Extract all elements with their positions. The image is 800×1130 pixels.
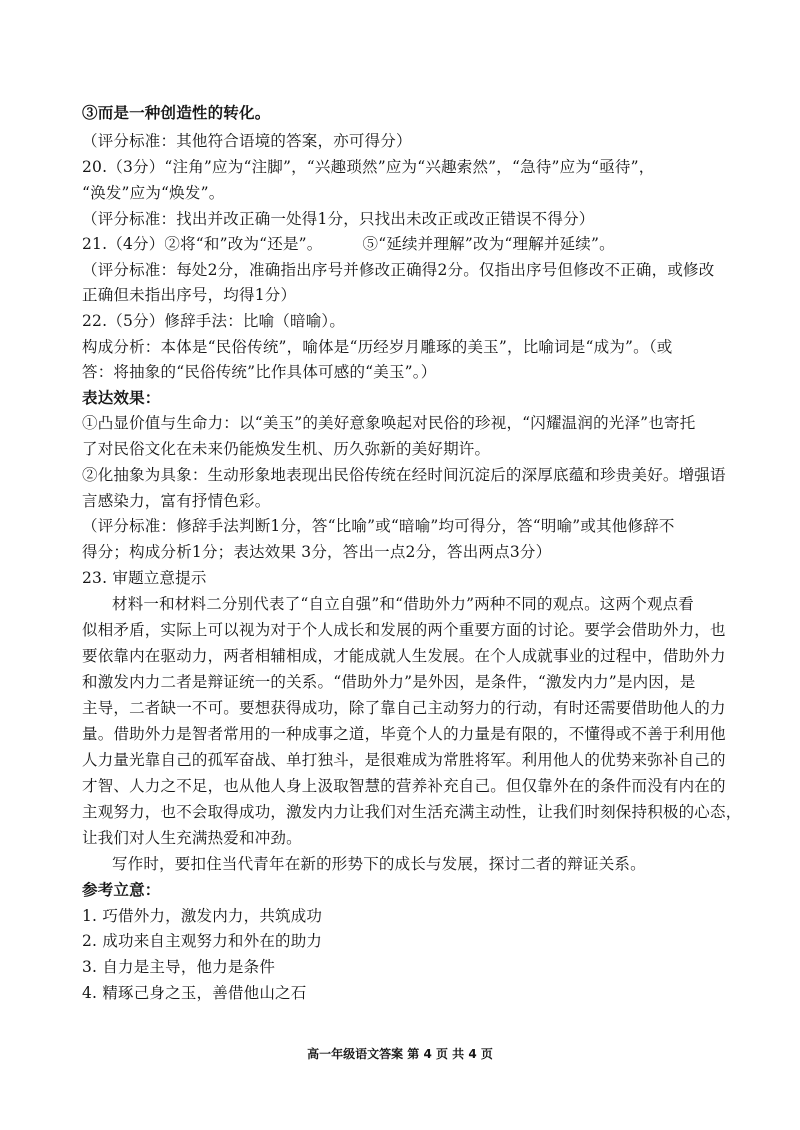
paragraph-line: 似相矛盾，实际上可以视为对于个人成长和发展的两个重要方面的讨论。要学会借助外力，也 [82,621,726,639]
paragraph-line: 材料一和材料二分别代表了“自立自强”和“借助外力”两种不同的观点。这两个观点看 [112,595,694,613]
section-heading: 表达效果： [82,388,161,407]
paragraph-line: 和激发内力二者是辩证统一的关系。“借助外力”是外因，是条件，“激发内力”是内因，是 [82,673,696,691]
answer-line: “涣发”应为“焕发”。 [82,184,225,202]
answer-line: 言感染力，富有抒情色彩。 [82,492,271,510]
scoring-note: （评分标准：修辞手法判断1分，答“比喻”或“暗喻”均可得分，答“明喻”或其他修辞不 [82,517,675,535]
q21-item-2: ⑤“延续并理解”改为“理解并延续”。 [362,235,615,253]
list-item: 3. 自力是主导，他力是条件 [82,958,276,976]
scoring-note: （评分标准：找出并改正确一处得1分，只找出未改正或改正错误不得分） [82,210,595,228]
paragraph-line: 主导，二者缺一不可。要想获得成功，除了靠自己主动努力的行动，有时还需要借助他人的力 [82,699,726,717]
paragraph-line: 量。借助外力是智者常用的一种成事之道，毕竟个人的力量是有限的，不懂得或不善于利用他 [82,725,726,743]
answer-line: 22.（5分）修辞手法：比喻（暗喻）。 [82,312,346,330]
scoring-note: （评分标准：其他符合语境的答案，亦可得分） [82,132,412,150]
list-item: 1. 巧借外力，激发内力，共筑成功 [82,907,323,925]
answer-line: ②化抽象为具象：生动形象地表现出民俗传统在经时间沉淀后的深厚底蕴和珍贵美好。增强语 [82,466,726,484]
scoring-note: （评分标准：每处2分，准确指出序号并修改正确得2分。仅指出序号但修改不正确，或修改 [82,261,715,279]
paragraph-line: 要依靠内在驱动力，两者相辅相成，才能成就人生发展。在个人成就事业的过程中，借助外力 [82,647,726,665]
paragraph-line: 主观努力，也不会取得成功，激发内力让我们对生活充满主动性，让我们时刻保持积极的心态， [82,803,742,821]
paragraph-line: 才智、人力之不足，也从他人身上汲取智慧的营养补充自己。但仅靠外在的条件而没有内在的 [82,777,726,795]
scoring-note: 正确但未指出序号，均得1分） [82,286,297,304]
page-footer: 高一年级语文答案 第 4 页 共 4 页 [307,1047,493,1061]
paragraph-line: 写作时，要扣住当代青年在新的形势下的成长与发展，探讨二者的辩证关系。 [112,855,646,873]
q21-item-1: 21.（4分）②将“和”改为“还是”。 [82,235,323,253]
question-heading: 23. 审题立意提示 [82,569,207,587]
list-item: 2. 成功来自主观努力和外在的助力 [82,932,323,950]
section-heading: 参考立意： [82,880,161,899]
answer-line [82,232,718,256]
answer-line: 了对民俗文化在未来仍能焕发生机、历久弥新的美好期许。 [82,440,491,458]
scoring-note: 得分；构成分析1分；表达效果 3分，答出一点2分，答出两点3分） [82,543,552,561]
answer-line: ①凸显价值与生命力：以“美玉”的美好意象唤起对民俗的珍视，“闪耀温润的光泽”也寄托 [82,414,696,432]
answer-line: ③而是一种创造性的转化。 [82,103,271,122]
answer-line: 答：将抽象的“民俗传统”比作具体可感的“美玉”。） [82,363,437,381]
paragraph-line: 让我们对人生充满热爱和冲劲。 [82,829,302,847]
answer-line: 20.（3分）“注角”应为“注脚”，“兴趣琐然”应为“兴趣索然”，“急待”应为“亟待”， [82,158,655,176]
paragraph-line: 人力量光靠自己的孤军奋战、单打独斗，是很难成为常胜将军。利用他人的优势来弥补自己的 [82,751,726,769]
list-item: 4. 精琢己身之玉，善借他山之石 [82,984,307,1002]
answer-line: 构成分析：本体是“民俗传统”，喻体是“历经岁月雕琢的美玉”，比喻词是“成为”。（或 [82,338,673,356]
